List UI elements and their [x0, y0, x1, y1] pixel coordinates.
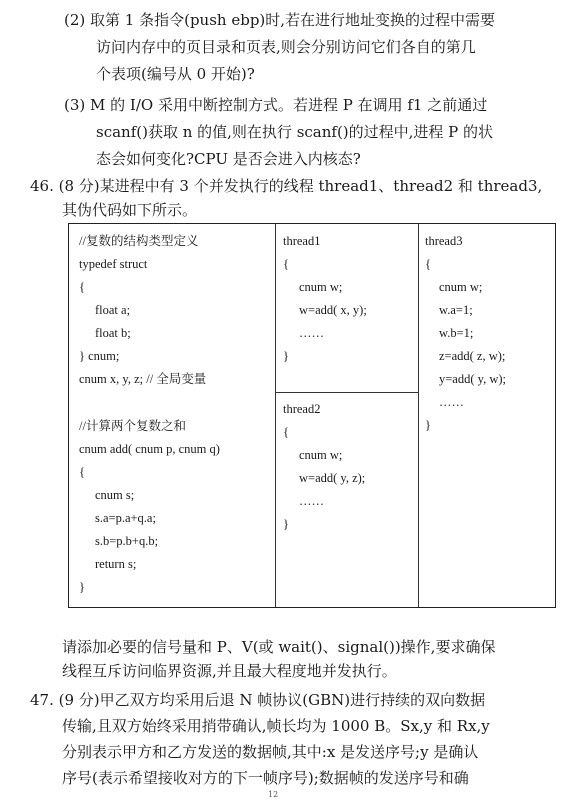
code-return: return s;	[95, 557, 137, 571]
code-float-b: float b;	[95, 326, 131, 340]
q45-part3-line2: scanf()获取 n 的值,则在执行 scanf()的过程中,进程 P 的状	[96, 123, 494, 141]
thread3-decl: cnum w;	[439, 280, 483, 294]
thread2-title: thread2	[283, 402, 321, 416]
pseudocode-table	[68, 223, 556, 608]
thread2-add: w=add( y, z);	[299, 471, 366, 485]
thread3-title: thread3	[425, 234, 463, 248]
q45-part2-line1: (2) 取第 1 条指令(push ebp)时,若在进行地址变换的过程中需要	[64, 11, 496, 29]
q47-line4: 序号(表示希望接收对方的下一帧序号);数据帧的发送序号和确	[62, 769, 469, 787]
code-comment-add: //计算两个复数之和	[79, 419, 186, 433]
code-typedef: typedef struct	[79, 257, 148, 271]
thread3-y-add: y=add( y, w);	[439, 372, 506, 386]
thread2-brace-open: {	[283, 425, 289, 439]
page-number: 12	[268, 790, 279, 799]
code-s-a: s.a=p.a+q.a;	[95, 511, 156, 525]
thread1-brace-open: {	[283, 257, 289, 271]
q46-after-line2: 线程互斥访问临界资源,并且最大程度地并发执行。	[62, 662, 397, 680]
thread3-wa: w.a=1;	[439, 303, 473, 317]
q46-after-line1: 请添加必要的信号量和 P、V(或 wait()、signal())操作,要求确保	[62, 638, 496, 656]
code-globals: cnum x, y, z; // 全局变量	[79, 372, 207, 386]
thread1-brace-close: }	[283, 349, 289, 363]
thread3-wb: w.b=1;	[439, 326, 474, 340]
thread1-decl: cnum w;	[299, 280, 343, 294]
code-add-brace-close: }	[79, 580, 85, 594]
q46-line2: 其伪代码如下所示。	[62, 201, 198, 219]
code-cnum-close: } cnum;	[79, 349, 120, 363]
q45-part3-line3: 态会如何变化?CPU 是否会进入内核态?	[96, 150, 361, 168]
code-brace-open: {	[79, 280, 85, 294]
thread2-brace-close: }	[283, 517, 289, 531]
thread2-decl: cnum w;	[299, 448, 343, 462]
q47-line2: 传输,且双方始终采用捎带确认,帧长均为 1000 B。Sx,y 和 Rx,y	[62, 717, 490, 735]
thread3-z-add: z=add( z, w);	[439, 349, 506, 363]
q45-part2-line2: 访问内存中的页目录和页表,则会分别访问它们各自的第几	[96, 38, 476, 56]
thread3-ellipsis: ……	[439, 395, 464, 409]
code-add-signature: cnum add( cnum p, cnum q)	[79, 442, 220, 456]
table-divider-2	[418, 224, 419, 607]
thread2-ellipsis: ……	[299, 494, 324, 508]
q45-part2-line3: 个表项(编号从 0 开始)?	[96, 65, 255, 83]
thread3-brace-open: {	[425, 257, 431, 271]
table-divider-thread1-thread2	[275, 392, 418, 393]
q46-line1: 46. (8 分)某进程中有 3 个并发执行的线程 thread1、thread2 和 thread3,	[30, 177, 543, 195]
code-float-a: float a;	[95, 303, 131, 317]
q47-line3: 分别表示甲方和乙方发送的数据帧,其中:x 是发送序号;y 是确认	[62, 743, 479, 761]
table-divider-1	[275, 224, 276, 607]
code-cnum-s: cnum s;	[95, 488, 135, 502]
thread1-ellipsis: ……	[299, 326, 324, 340]
thread1-add: w=add( x, y);	[299, 303, 367, 317]
code-comment-struct: //复数的结构类型定义	[79, 234, 199, 248]
code-add-brace-open: {	[79, 465, 85, 479]
q45-part3-line1: (3) M 的 I/O 采用中断控制方式。若进程 P 在调用 f1 之前通过	[64, 96, 488, 114]
thread3-brace-close: }	[425, 418, 431, 432]
thread1-title: thread1	[283, 234, 321, 248]
q47-line1: 47. (9 分)甲乙双方均采用后退 N 帧协议(GBN)进行持续的双向数据	[30, 691, 486, 709]
code-s-b: s.b=p.b+q.b;	[95, 534, 159, 548]
